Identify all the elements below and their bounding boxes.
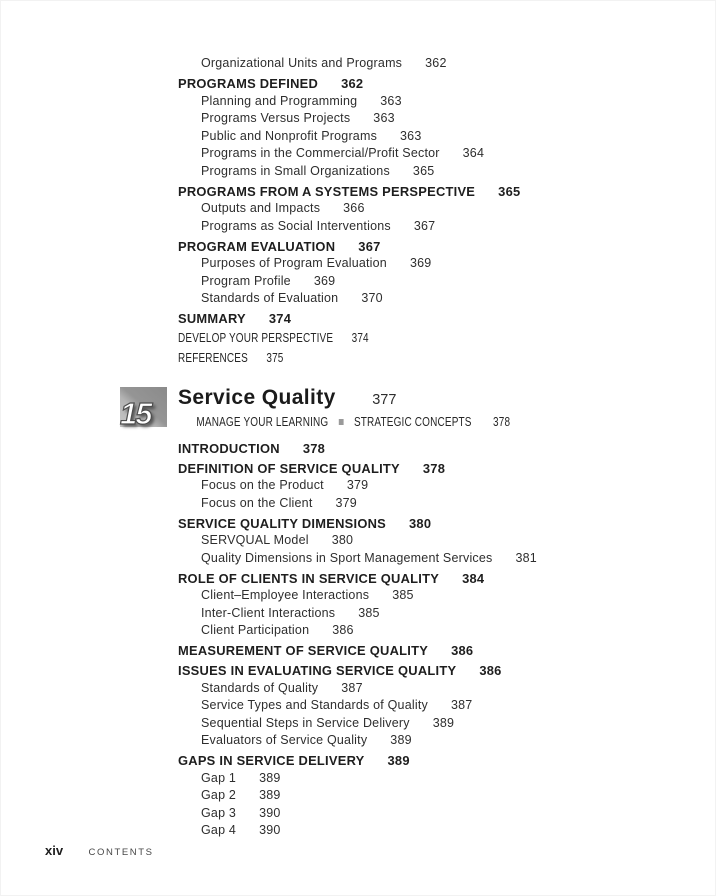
toc-entry-page-number: 375 xyxy=(266,351,284,365)
toc-entry-label: Purposes of Program Evaluation xyxy=(201,256,387,270)
toc-entry-label: INTRODUCTION xyxy=(178,440,280,456)
toc-entry-label: Focus on the Product xyxy=(201,478,324,492)
toc-entry-page-number: 367 xyxy=(358,238,381,254)
toc-entry-label: Evaluators of Service Quality xyxy=(201,733,368,747)
toc-entry-page-number: 369 xyxy=(409,256,432,270)
toc-entry-page-number: 386 xyxy=(479,663,502,678)
toc-entry-label: Client–Employee Interactions xyxy=(201,588,370,602)
toc-entry-label: MEASUREMENT OF SERVICE QUALITY xyxy=(178,643,429,658)
toc-entry-page-number: 363 xyxy=(380,93,402,108)
toc-entry-page-number: 366 xyxy=(343,201,365,215)
toc-entry-page-number: 385 xyxy=(358,605,380,620)
toc-entry-page-number: 390 xyxy=(259,823,281,837)
toc-entry-page-number: 370 xyxy=(361,291,383,305)
toc-entry-page-number: 369 xyxy=(313,273,336,288)
toc-entry xyxy=(178,128,708,146)
toc-entry-label: DEVELOP YOUR PERSPECTIVE xyxy=(178,331,334,345)
toc-entry-label: Gap 3 xyxy=(201,805,237,820)
toc-entry xyxy=(178,255,708,273)
toc-entry-label: Gap 1 xyxy=(201,770,237,785)
toc-entry-label: Programs in the Commercial/Profit Sector xyxy=(201,146,440,160)
toc-entry-label: Programs as Social Interventions xyxy=(201,218,391,233)
toc-entry-page-number: 374 xyxy=(268,311,292,326)
toc-entry xyxy=(178,570,708,588)
square-bullet-icon xyxy=(339,419,344,425)
toc-entry-page-number: 367 xyxy=(413,218,436,233)
toc-entry-label: GAPS IN SERVICE DELIVERY xyxy=(178,753,365,768)
toc-entry-page-number: 380 xyxy=(409,515,432,531)
toc-entry xyxy=(178,273,708,291)
toc-entry-label: Inter-Client Interactions xyxy=(201,605,336,620)
chapter-subtitle-right: STRATEGIC CONCEPTS xyxy=(353,414,472,429)
toc-entry-page-number: 384 xyxy=(462,570,485,586)
toc-entry-page-number: 385 xyxy=(392,588,414,602)
chapter-title-row xyxy=(178,385,708,413)
toc-entry-page-number: 374 xyxy=(351,331,369,345)
toc-entry-label: Program Profile xyxy=(201,273,291,288)
toc-entry xyxy=(178,183,708,201)
toc-entry-page-number: 378 xyxy=(422,460,446,476)
toc-entry-page-number: 363 xyxy=(373,111,395,125)
chapter-subtitle-left: MANAGE YOUR LEARNING xyxy=(196,414,329,429)
toc-entry-label: Standards of Evaluation xyxy=(201,291,339,305)
toc-entry xyxy=(178,752,708,770)
page-footer xyxy=(45,843,154,859)
toc-entry xyxy=(178,787,708,805)
toc-entry xyxy=(178,440,708,458)
toc-entry-page-number: 365 xyxy=(498,183,521,199)
toc-entry xyxy=(178,110,708,128)
toc-entry-page-number: 386 xyxy=(451,643,474,658)
toc-entry-page-number: 379 xyxy=(335,495,357,510)
toc-entry xyxy=(178,200,708,218)
toc-entry-label: Service Types and Standards of Quality xyxy=(201,698,428,712)
toc-entry xyxy=(178,805,708,823)
toc-entry-label: Client Participation xyxy=(201,623,310,637)
toc-entry-label: SUMMARY xyxy=(178,311,246,326)
toc-entry xyxy=(178,145,708,163)
toc-entry xyxy=(178,642,708,660)
toc-entry xyxy=(178,532,708,550)
folio-page-number: xiv xyxy=(45,843,64,858)
toc-entry-page-number: 362 xyxy=(425,56,447,70)
toc-entry-label: Focus on the Client xyxy=(201,495,313,510)
toc-chapter-list xyxy=(178,440,708,840)
toc-entry-page-number: 389 xyxy=(390,733,412,747)
toc-entry-page-number: 380 xyxy=(331,533,354,547)
toc-entry xyxy=(178,477,708,495)
toc-entry-page-number: 389 xyxy=(259,788,281,802)
toc-entry xyxy=(178,460,708,478)
chapter-subtitle-row xyxy=(178,413,602,431)
running-head: CONTENTS xyxy=(88,847,154,858)
toc-entry-label: Sequential Steps in Service Delivery xyxy=(201,715,410,730)
toc-entry-label: Quality Dimensions in Sport Management Services xyxy=(201,550,493,565)
toc-entry-page-number: 364 xyxy=(462,146,485,160)
toc-entry xyxy=(178,290,708,308)
chapter-header xyxy=(120,385,708,431)
toc-entry xyxy=(178,605,708,623)
toc-entry-label: SERVQUAL Model xyxy=(201,533,309,547)
toc-entry xyxy=(178,495,708,513)
toc-entry-page-number: 389 xyxy=(387,753,410,768)
toc-entry xyxy=(178,350,602,368)
toc-entry xyxy=(178,93,708,111)
toc-entry-page-number: 365 xyxy=(412,163,435,178)
toc-entry-label: Organizational Units and Programs xyxy=(201,56,403,70)
toc-entry xyxy=(178,310,708,328)
toc-entry-label: REFERENCES xyxy=(178,351,248,365)
chapter-page-number: 377 xyxy=(372,391,397,408)
toc-entry xyxy=(178,550,708,568)
toc-entry xyxy=(178,680,708,698)
toc-entry-page-number: 362 xyxy=(341,76,364,91)
toc-entry-label: ISSUES IN EVALUATING SERVICE QUALITY xyxy=(178,663,457,678)
toc-entry-label: Planning and Programming xyxy=(201,93,358,108)
toc-entry xyxy=(178,587,708,605)
toc-entry-page-number: 381 xyxy=(515,550,537,565)
toc-entry-label: PROGRAM EVALUATION xyxy=(178,238,336,254)
toc-entry-page-number: 389 xyxy=(432,715,455,730)
toc-entry xyxy=(178,330,602,348)
toc-entry xyxy=(178,822,708,840)
chapter-number: 15 xyxy=(120,395,151,431)
toc-entry xyxy=(178,770,708,788)
toc-entry xyxy=(178,238,708,256)
toc-entry-page-number: 390 xyxy=(259,805,281,820)
toc-entry-page-number: 387 xyxy=(450,698,473,712)
toc-entry xyxy=(178,662,708,680)
chapter-subtitle-page-number: 378 xyxy=(493,414,511,429)
toc-entry-page-number: 389 xyxy=(259,770,281,785)
toc-entry-label: PROGRAMS DEFINED xyxy=(178,76,319,91)
toc-entry xyxy=(178,697,708,715)
toc-entry xyxy=(178,515,708,533)
toc-pre-chapter-list xyxy=(178,55,708,368)
toc-entry-page-number: 379 xyxy=(346,478,369,492)
toc-entry xyxy=(178,732,708,750)
toc-entry-page-number: 363 xyxy=(400,128,422,143)
toc-entry-label: Gap 4 xyxy=(201,823,237,837)
toc-entry-label: Programs Versus Projects xyxy=(201,111,351,125)
chapter-title: Service Quality xyxy=(178,385,336,409)
toc-entry xyxy=(178,163,708,181)
chapter-number-badge xyxy=(120,387,167,431)
table-of-contents xyxy=(120,55,708,840)
toc-entry-label: Programs in Small Organizations xyxy=(201,163,390,178)
toc-entry-page-number: 387 xyxy=(341,680,363,695)
toc-entry xyxy=(178,218,708,236)
toc-entry xyxy=(178,622,708,640)
toc-entry-page-number: 386 xyxy=(332,623,354,637)
toc-entry-label: Gap 2 xyxy=(201,788,237,802)
toc-entry-page-number: 378 xyxy=(302,440,326,456)
toc-entry-label: Standards of Quality xyxy=(201,680,319,695)
toc-entry-label: DEFINITION OF SERVICE QUALITY xyxy=(178,460,400,476)
toc-entry xyxy=(178,715,708,733)
toc-entry-label: Public and Nonprofit Programs xyxy=(201,128,378,143)
toc-entry-label: PROGRAMS FROM A SYSTEMS PERSPECTIVE xyxy=(178,183,476,199)
toc-entry xyxy=(178,75,708,93)
toc-entry-label: SERVICE QUALITY DIMENSIONS xyxy=(178,515,387,531)
toc-entry-label: Outputs and Impacts xyxy=(201,201,321,215)
toc-entry xyxy=(178,55,708,73)
toc-entry-label: ROLE OF CLIENTS IN SERVICE QUALITY xyxy=(178,570,440,586)
